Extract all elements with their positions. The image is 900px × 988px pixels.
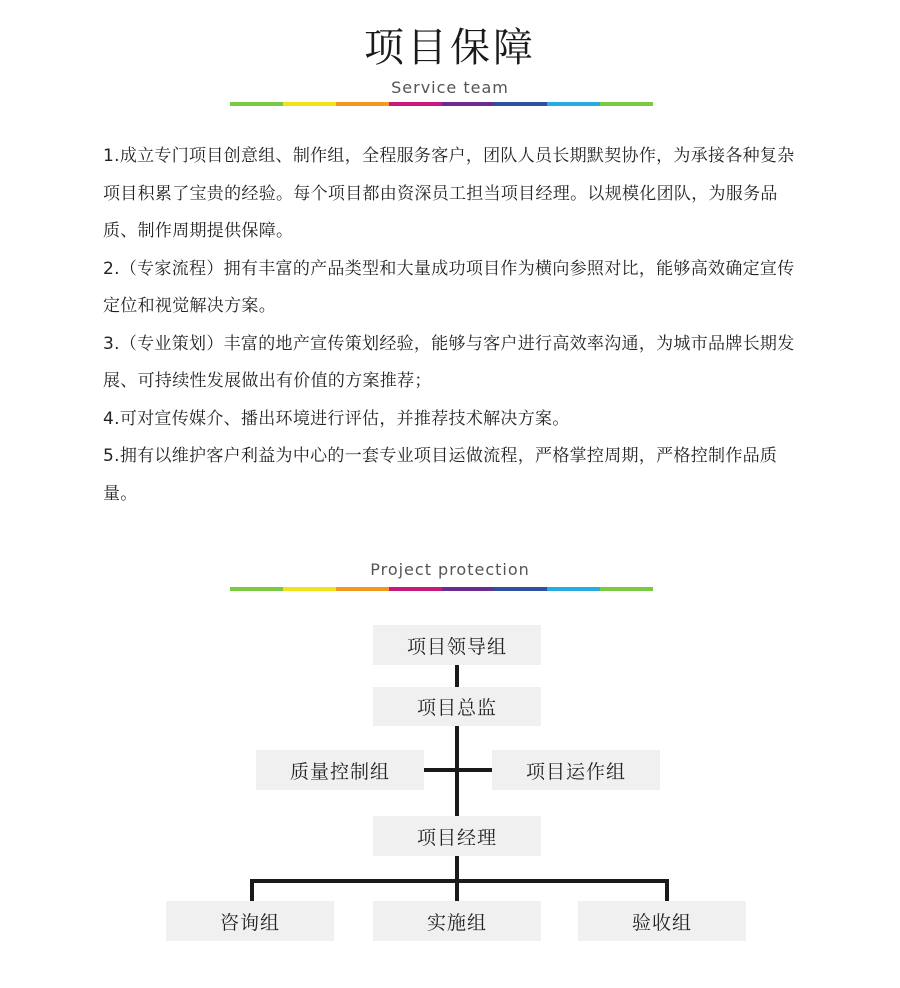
paragraph-2: 2.（专家流程）拥有丰富的产品类型和大量成功项目作为横向参照对比，能够高效确定宣传定位和视觉解决方案。 [103,258,795,316]
node-director: 项目总监 [373,687,541,726]
divider-segment [283,587,336,591]
paragraph-1: 1.成立专门项目创意组、制作组，全程服务客户，团队人员长期默契协作，为承接各种复杂项目积累了宝贵的经验。每个项目都由资深员工担当项目经理。以规模化团队，为服务品质、制作周期提供保障。 [103,146,795,241]
node-consulting-group: 咨询组 [166,901,334,941]
service-description [103,138,803,513]
divider-segment [336,587,389,591]
divider-segment [336,102,389,106]
divider-segment [600,102,653,106]
page-title: 项目保障 [364,25,536,71]
paragraph-4: 4.可对宣传媒介、播出环境进行评估，并推荐技术解决方案。 [103,408,570,429]
divider-segment [230,587,283,591]
divider-segment [494,587,547,591]
connector-branch-left [250,879,254,901]
node-operation-group: 项目运作组 [492,750,660,790]
section-subtitle-project-protection: Project protection [370,560,530,579]
connector-branch-right [665,879,669,901]
divider-segment [283,102,336,106]
divider-segment [547,102,600,106]
divider-segment [600,587,653,591]
rainbow-divider-top [230,102,653,106]
divider-segment [494,102,547,106]
divider-segment [442,587,495,591]
connector-leader-director [455,665,459,687]
divider-segment [442,102,495,106]
node-implementation-group: 实施组 [373,901,541,941]
paragraph-5: 5.拥有以维护客户利益为中心的一套专业项目运做流程，严格掌控周期，严格控制作品质量。 [103,446,778,504]
divider-segment [389,102,442,106]
connector-branch-center [455,879,459,901]
node-manager: 项目经理 [373,816,541,856]
divider-segment [389,587,442,591]
node-quality-group: 质量控制组 [256,750,424,790]
connector-branch-horizontal [250,879,669,883]
connector-side-groups [424,768,492,772]
divider-segment [230,102,283,106]
node-leader-group: 项目领导组 [373,625,541,665]
section-subtitle-service-team: Service team [391,78,509,97]
divider-segment [547,587,600,591]
node-acceptance-group: 验收组 [578,901,746,941]
paragraph-3: 3.（专业策划）丰富的地产宣传策划经验，能够与客户进行高效率沟通，为城市品牌长期发展、可持续性发展做出有价值的方案推荐； [103,333,795,391]
rainbow-divider-bottom [230,587,653,591]
